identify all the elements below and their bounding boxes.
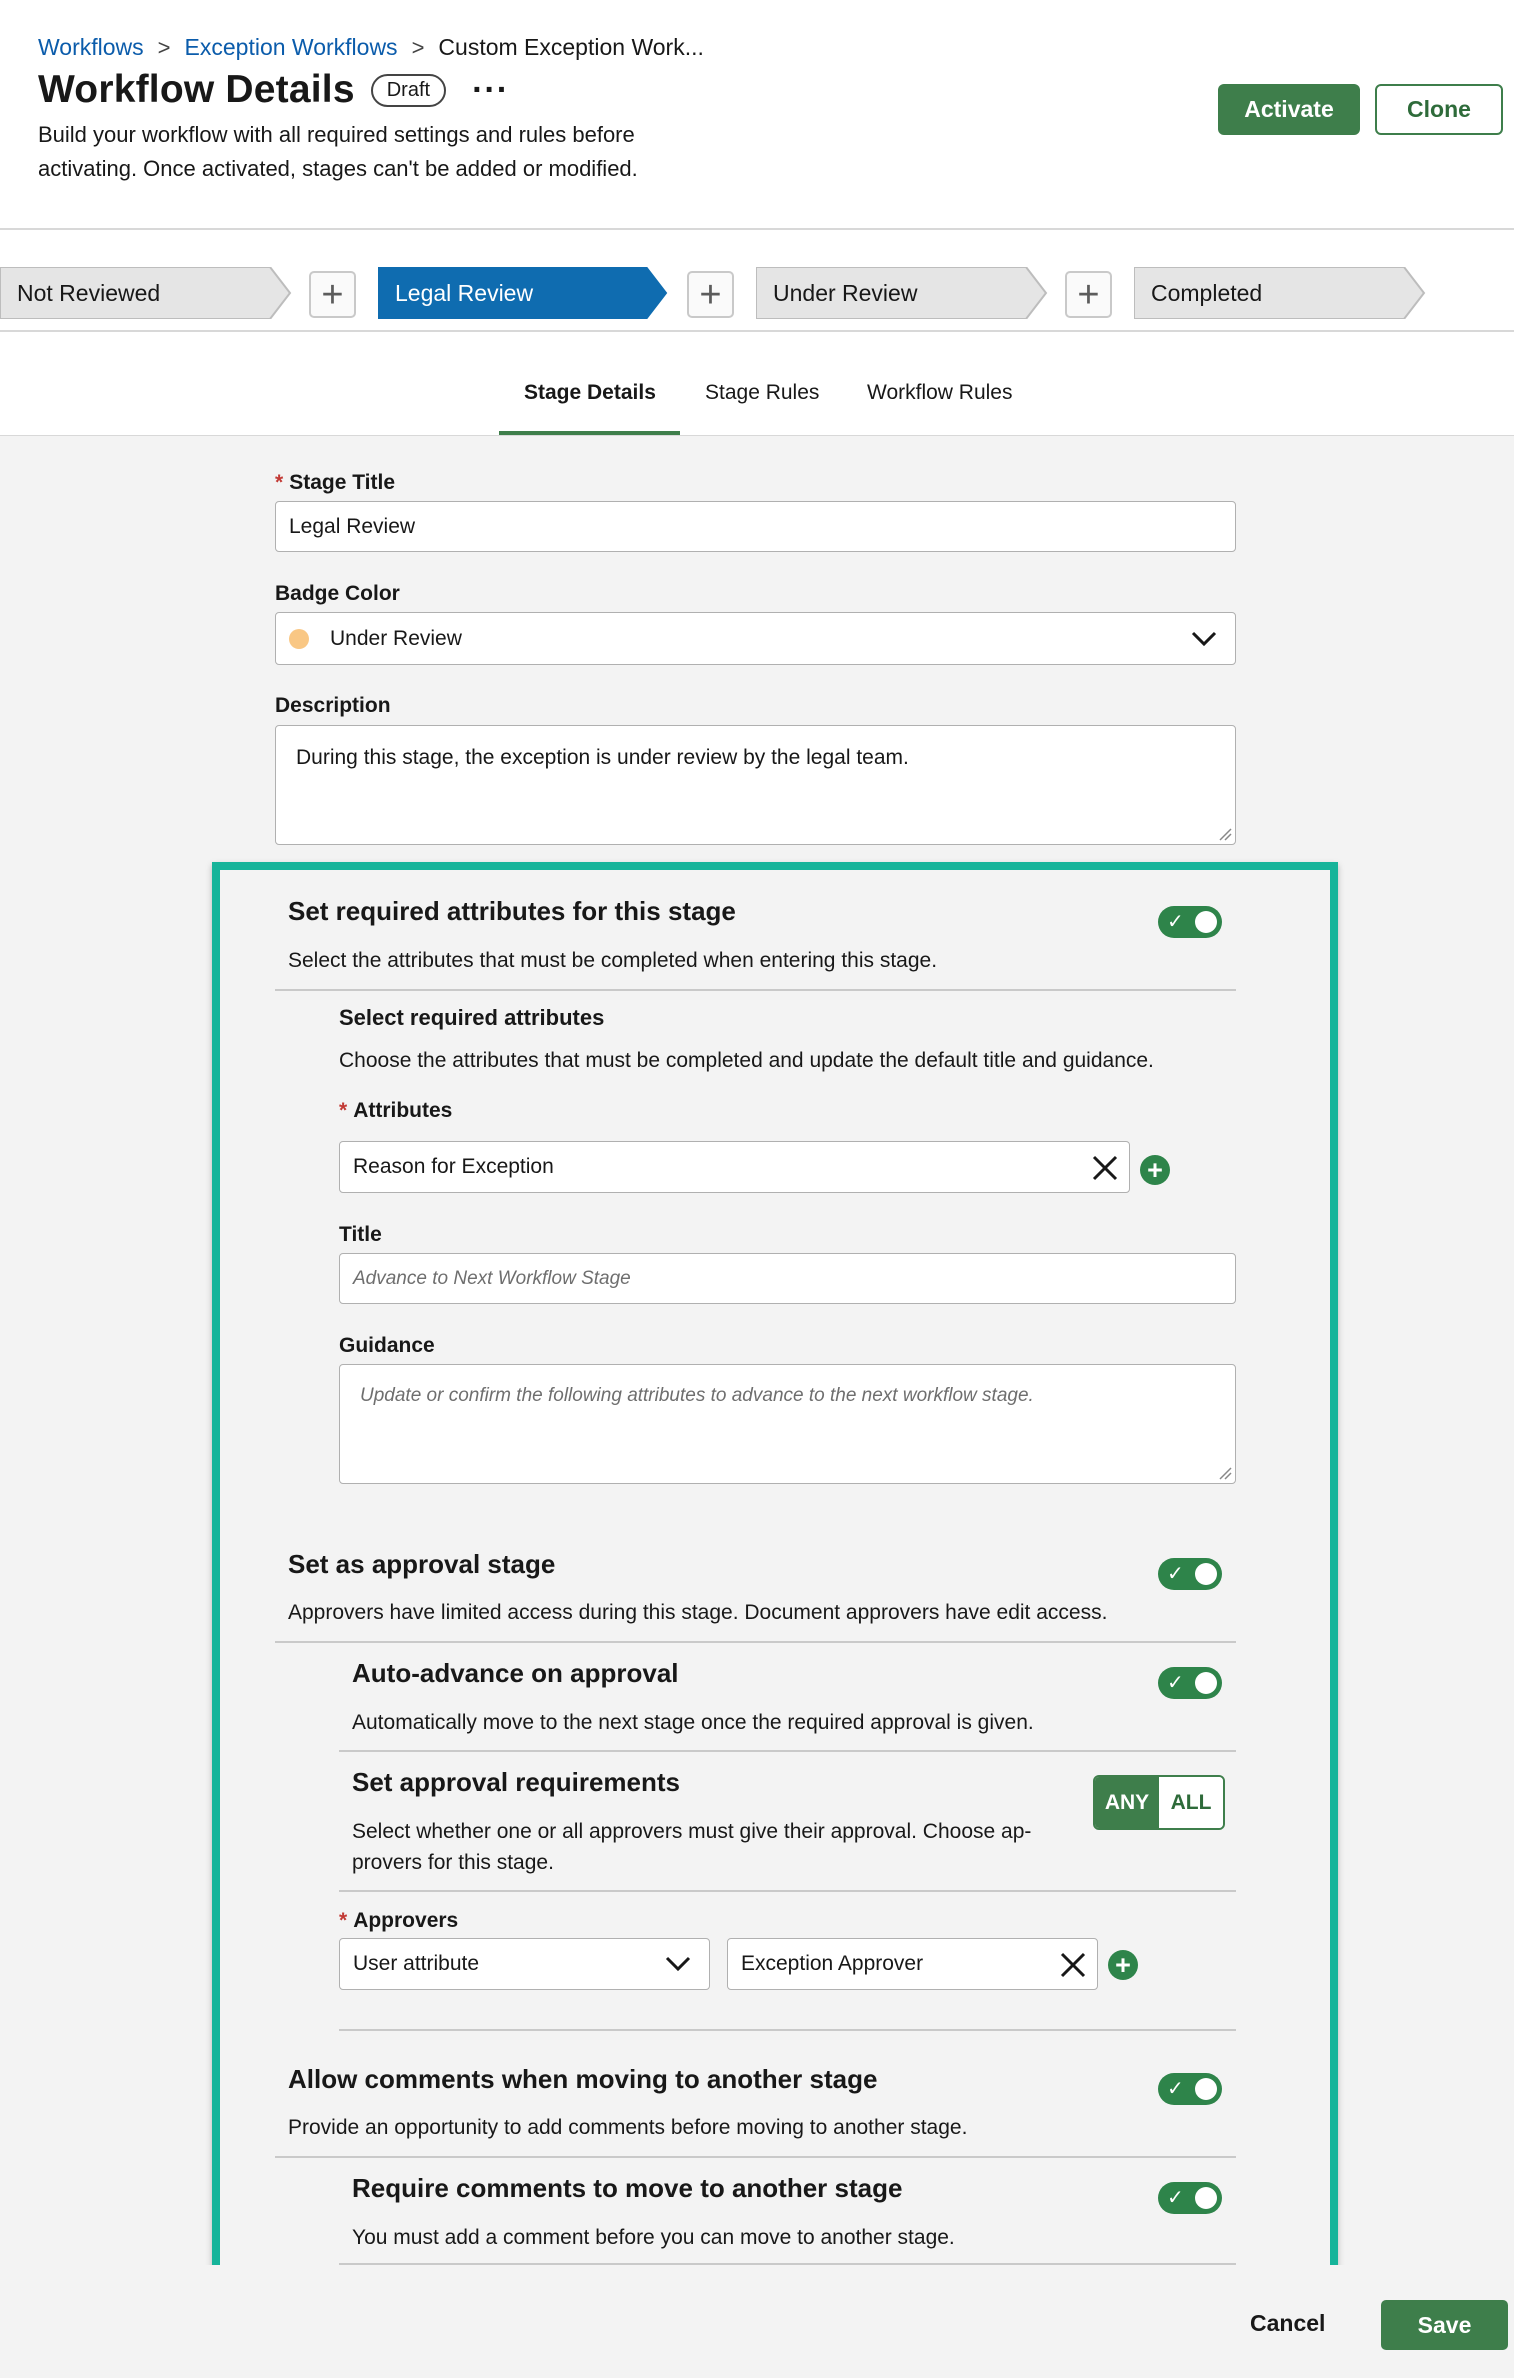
required-attributes-description: Select the attributes that must be completed when entering this stage.	[288, 949, 938, 972]
add-attribute-icon[interactable]: +	[1140, 1155, 1170, 1185]
attributes-value: Reason for Exception	[353, 1155, 554, 1178]
check-icon: ✓	[1167, 1563, 1184, 1585]
clear-icon[interactable]	[1059, 1951, 1087, 1979]
divider	[339, 1750, 1236, 1752]
check-icon: ✓	[1167, 1672, 1184, 1694]
clear-icon[interactable]	[1091, 1154, 1119, 1182]
description-value: During this stage, the exception is under review by the legal team.	[296, 746, 909, 769]
attributes-input[interactable]	[339, 1141, 1130, 1193]
breadcrumb-separator: >	[157, 34, 171, 60]
stage-label: Completed	[1151, 280, 1263, 306]
allow-comments-description: Provide an opportunity to add comments before moving to another stage.	[288, 2116, 968, 2139]
toggle-knob	[1195, 911, 1217, 933]
required-attributes-title: Set required attributes for this stage	[288, 896, 736, 926]
approver-type-value: User attribute	[353, 1952, 480, 1975]
footer-bar	[0, 2265, 1514, 2378]
stage-label: Not Reviewed	[17, 280, 161, 306]
all-option[interactable]: ALL	[1159, 1777, 1223, 1828]
any-option[interactable]: ANY	[1095, 1777, 1159, 1828]
description-textarea[interactable]	[275, 725, 1236, 845]
auto-advance-title: Auto-advance on approval	[352, 1658, 679, 1688]
activate-button[interactable]: Activate	[1218, 84, 1360, 135]
auto-advance-toggle[interactable]	[1158, 1667, 1222, 1699]
chevron-down-icon	[665, 1956, 691, 1972]
toggle-knob	[1195, 1563, 1217, 1585]
divider	[275, 989, 1236, 991]
divider	[339, 1890, 1236, 1892]
page-header	[0, 0, 1514, 230]
tab-workflow-rules[interactable]: Workflow Rules	[867, 381, 1013, 404]
active-tab-indicator	[499, 431, 680, 435]
badge-color-value: Under Review	[330, 626, 462, 650]
auto-advance-description: Automatically move to the next stage once the required approval is given.	[352, 1711, 1034, 1734]
guidance-textarea[interactable]	[339, 1364, 1236, 1484]
stage-label: Under Review	[773, 280, 918, 306]
clone-button[interactable]: Clone	[1375, 84, 1503, 135]
require-comments-title: Require comments to move to another stage	[352, 2173, 903, 2203]
attribute-title-label: Title	[339, 1223, 382, 1246]
check-icon: ✓	[1167, 911, 1184, 933]
stage-title-value: Legal Review	[289, 514, 416, 538]
tab-bar	[0, 332, 1514, 436]
add-stage-button[interactable]: +	[687, 271, 734, 318]
approval-stage-toggle[interactable]	[1158, 1558, 1222, 1590]
approver-value-input[interactable]	[727, 1938, 1098, 1990]
required-marker: *	[339, 1909, 348, 1932]
required-marker: *	[275, 471, 284, 494]
add-approver-icon[interactable]: +	[1108, 1950, 1138, 1980]
toggle-knob	[1195, 1672, 1217, 1694]
resize-handle-icon[interactable]	[1218, 1466, 1232, 1480]
cancel-button[interactable]: Cancel	[1250, 2310, 1326, 2336]
divider	[275, 1641, 1236, 1643]
approval-stage-description: Approvers have limited access during this stage. Document approvers have edit access.	[288, 1601, 1108, 1624]
guidance-label: Guidance	[339, 1334, 435, 1357]
approvers-label	[339, 1909, 458, 1933]
approvers-label-text: Approvers	[353, 1909, 459, 1932]
approver-value: Exception Approver	[741, 1952, 924, 1975]
approval-requirements-description-line2: provers for this stage.	[352, 1851, 554, 1874]
tab-stage-rules[interactable]: Stage Rules	[705, 381, 820, 404]
stage-not-reviewed[interactable]	[0, 267, 292, 319]
resize-handle-icon[interactable]	[1218, 827, 1232, 841]
stage-under-review[interactable]	[756, 267, 1048, 319]
breadcrumb-separator: >	[411, 34, 425, 60]
page-description: Build your workflow with all required settings and rules before activating. Once activated, stages can't be added or modified.	[38, 122, 638, 181]
guidance-placeholder: Update or confirm the following attributes to advance to the next workflow stage.	[360, 1385, 1034, 1406]
select-required-attributes-title: Select required attributes	[339, 1005, 605, 1030]
chevron-down-icon	[1191, 631, 1217, 647]
approver-type-select[interactable]	[339, 1938, 710, 1990]
page-title: Workflow Details	[38, 68, 355, 111]
required-attributes-toggle[interactable]	[1158, 906, 1222, 938]
attribute-title-input[interactable]	[339, 1253, 1236, 1304]
approval-mode-toggle	[1093, 1775, 1225, 1830]
require-comments-description: You must add a comment before you can move to another stage.	[352, 2226, 955, 2249]
stage-title-input[interactable]	[275, 501, 1236, 552]
save-button[interactable]: Save	[1381, 2300, 1508, 2350]
approval-stage-title: Set as approval stage	[288, 1549, 556, 1579]
stage-completed[interactable]	[1134, 267, 1426, 319]
tab-stage-details[interactable]: Stage Details	[524, 381, 656, 404]
allow-comments-toggle[interactable]	[1158, 2073, 1222, 2105]
require-comments-toggle[interactable]	[1158, 2182, 1222, 2214]
status-badge: Draft	[371, 74, 446, 107]
badge-color-label: Badge Color	[275, 582, 400, 605]
toggle-knob	[1195, 2187, 1217, 2209]
approval-requirements-title: Set approval requirements	[352, 1767, 680, 1797]
add-stage-button[interactable]: +	[309, 271, 356, 318]
breadcrumb-exception-workflows[interactable]: Exception Workflows	[184, 34, 398, 60]
approval-requirements-description-line1: Select whether one or all approvers must give their approval. Choose ap-	[352, 1820, 1032, 1843]
divider	[339, 2029, 1236, 2031]
select-required-attributes-description: Choose the attributes that must be completed and update the default title and guidance.	[339, 1049, 1154, 1072]
allow-comments-title: Allow comments when moving to another stage	[288, 2064, 878, 2094]
attributes-label-text: Attributes	[353, 1099, 453, 1122]
stage-title-label-text: Stage Title	[289, 471, 395, 494]
breadcrumb	[38, 34, 704, 61]
description-label: Description	[275, 694, 391, 717]
stage-legal-review[interactable]	[378, 267, 668, 319]
check-icon: ✓	[1167, 2187, 1184, 2209]
title-row	[38, 68, 509, 112]
stage-title-label	[275, 471, 395, 495]
badge-color-select[interactable]	[275, 612, 1236, 665]
more-horizontal-icon[interactable]: ···	[472, 71, 510, 109]
divider	[275, 2156, 1236, 2158]
attribute-title-placeholder: Advance to Next Workflow Stage	[353, 1267, 631, 1289]
toggle-knob	[1195, 2078, 1217, 2100]
breadcrumb-current: Custom Exception Work...	[438, 34, 704, 60]
add-stage-button[interactable]: +	[1065, 271, 1112, 318]
attributes-label	[339, 1099, 452, 1123]
stage-path	[0, 230, 1514, 332]
stage-label: Legal Review	[395, 280, 534, 306]
required-marker: *	[339, 1099, 348, 1122]
breadcrumb-workflows[interactable]: Workflows	[38, 34, 144, 60]
badge-color-dot	[289, 629, 309, 649]
check-icon: ✓	[1167, 2078, 1184, 2100]
